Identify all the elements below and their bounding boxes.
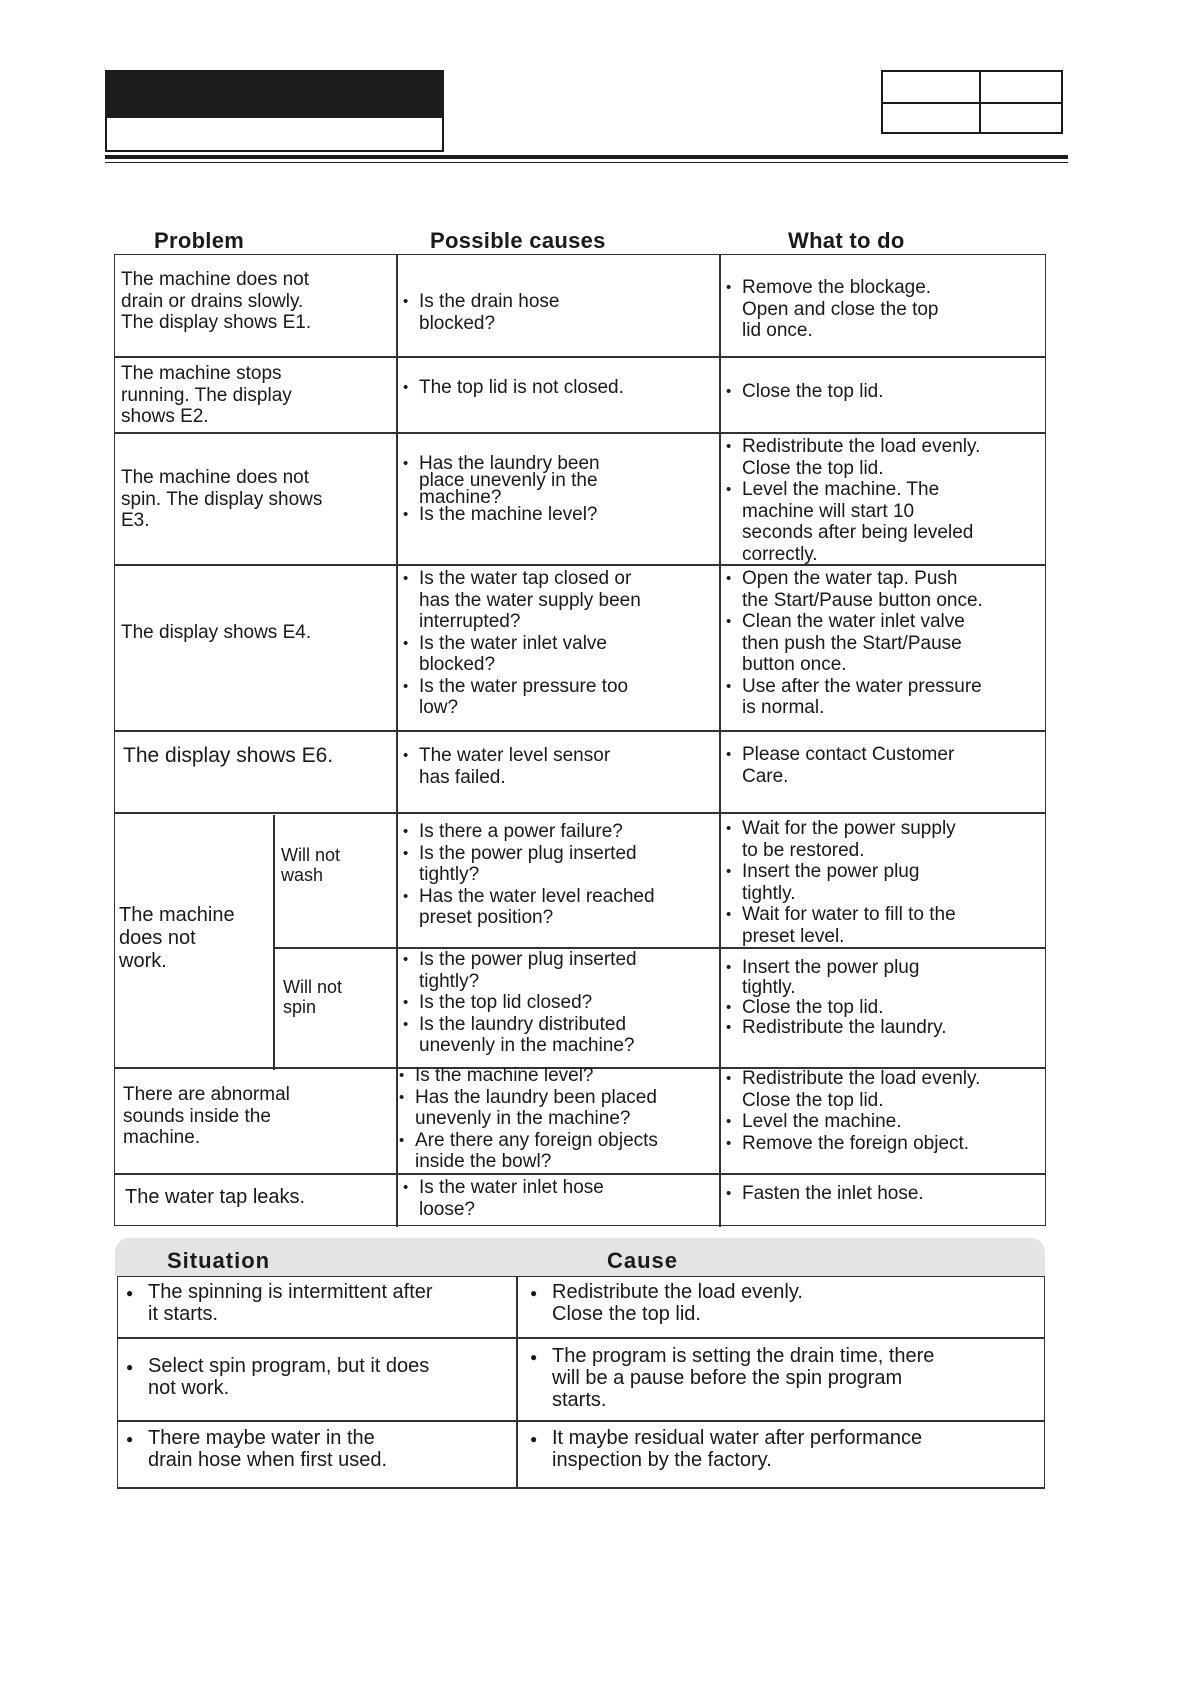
action-item: • Level the machine. The machine will start 10 seconds after being leveled correctly. (724, 479, 980, 565)
cause-item: • Is the top lid closed? (401, 992, 637, 1014)
cause-item: • Has the laundry been placed unevenly in the machine? (397, 1087, 658, 1130)
actions-water-tap-leaks (724, 1183, 924, 1205)
situation-table (117, 1276, 1045, 1489)
cause-item: • Has the water level reached preset position? (401, 886, 655, 929)
column-header-situation: Situation (167, 1248, 271, 1273)
causes-abnormal-sounds (397, 1065, 658, 1173)
action-item: • Wait for water to fill to the preset level. (724, 904, 956, 947)
sub-problem-will-not-wash: Will not wash (281, 845, 341, 885)
sub-problem-will-not-spin: Will not spin (283, 977, 343, 1017)
action-item: • Redistribute the laundry. (724, 1018, 947, 1038)
troubleshooting-table (114, 254, 1046, 1226)
cause-item: • Is the water inlet hose loose? (401, 1177, 604, 1220)
actions-abnormal-sounds (724, 1068, 980, 1154)
situation-item: ● There maybe water in the drain hose when first used. (124, 1427, 387, 1471)
action-item: • Redistribute the load evenly. Close the top lid. (724, 436, 980, 479)
situation-table-bottom-rule (117, 1487, 1045, 1489)
cause-item: • Is the machine level? (401, 506, 600, 523)
cause-item: • Is the power plug inserted tightly? (401, 949, 637, 992)
header-page-box (881, 70, 1063, 134)
header-rule (105, 155, 1068, 159)
action-item: • Remove the foreign object. (724, 1133, 980, 1155)
causes-will-not-spin (401, 949, 637, 1057)
header-rule-thin (105, 162, 1068, 163)
situation-item: ● The spinning is intermittent after it starts. (124, 1281, 433, 1325)
problem-water-tap-leaks: The water tap leaks. (125, 1186, 306, 1208)
actions-e1 (724, 277, 938, 342)
problem-abnormal-sounds: There are abnormal sounds inside the machine. (123, 1084, 290, 1148)
problem-e6: The display shows E6. (123, 744, 334, 767)
action-item: • Close the top lid. (724, 998, 947, 1018)
causes-e6 (401, 745, 610, 788)
actions-will-not-spin (724, 958, 947, 1038)
action-item: • Fasten the inlet hose. (724, 1183, 924, 1205)
column-header-problem: Problem (154, 228, 245, 253)
situation-item: ● Select spin program, but it does not work. (124, 1355, 429, 1399)
cause-item: • Is the laundry distributed unevenly in the machine? (401, 1014, 637, 1057)
column-header-causes: Possible causes (430, 228, 606, 253)
action-item: • Wait for the power supply to be restored. (724, 818, 956, 861)
action-item: • Remove the blockage. Open and close the top lid once. (724, 277, 938, 342)
cause-item: • Are there any foreign objects inside the bowl? (397, 1130, 658, 1173)
cause-item: • Is there a power failure? (401, 821, 655, 843)
action-item: • Open the water tap. Push the Start/Pause button once. (724, 568, 983, 611)
header-title-bar (105, 70, 444, 118)
action-item: • Clean the water inlet valve then push the Start/Pause button once. (724, 611, 983, 676)
actions-e3 (724, 436, 980, 565)
causes-e2 (401, 377, 624, 399)
situation-table-header (115, 1238, 1045, 1276)
problem-e1: The machine does not drain or drains slowly. The display shows E1. (121, 269, 312, 333)
problem-e2: The machine stops running. The display shows E2. (121, 363, 292, 427)
action-item: • Level the machine. (724, 1111, 980, 1133)
problem-does-not-work: The machine does not work. (119, 904, 235, 972)
cause-item: • Is the machine level? (397, 1065, 658, 1087)
causes-will-not-wash (401, 821, 655, 929)
causes-e1 (401, 291, 559, 334)
action-item: • Use after the water pressure is normal. (724, 676, 983, 719)
problem-e3: The machine does not spin. The display shows E3. (121, 467, 323, 531)
cause-item: ● Redistribute the load evenly. Close the top lid. (528, 1281, 803, 1325)
cause-item: • The water level sensor has failed. (401, 745, 610, 788)
actions-e2 (724, 381, 884, 403)
cause-item: ● It maybe residual water after performance inspection by the factory. (528, 1427, 922, 1471)
cause-item: • Has the laundry been place unevenly in the machine? (401, 455, 600, 506)
action-item: • Insert the power plug tightly. (724, 861, 956, 904)
cause-item: • Is the water pressure too low? (401, 676, 641, 719)
action-item: • Please contact Customer Care. (724, 744, 954, 787)
action-item: • Insert the power plug tightly. (724, 958, 947, 998)
cause-item: • Is the power plug inserted tightly? (401, 843, 655, 886)
column-header-what-to-do: What to do (788, 228, 905, 253)
cause-item: • Is the water inlet valve blocked? (401, 633, 641, 676)
action-item: • Close the top lid. (724, 381, 884, 403)
actions-e6 (724, 744, 954, 787)
cause-item: • Is the water tap closed or has the water supply been interrupted? (401, 568, 641, 633)
actions-e4 (724, 568, 983, 719)
causes-e4 (401, 568, 641, 719)
causes-water-tap-leaks (401, 1177, 604, 1220)
problem-e4: The display shows E4. (121, 622, 312, 643)
cause-item: • Is the drain hose blocked? (401, 291, 559, 334)
column-header-cause: Cause (607, 1248, 679, 1273)
header-subtitle-bar (105, 118, 444, 152)
action-item: • Redistribute the load evenly. Close the top lid. (724, 1068, 980, 1111)
actions-will-not-wash (724, 818, 956, 947)
cause-item: • The top lid is not closed. (401, 377, 624, 399)
causes-e3 (401, 455, 600, 523)
cause-item: ● The program is setting the drain time, there will be a pause before the spin program starts. (528, 1345, 934, 1411)
